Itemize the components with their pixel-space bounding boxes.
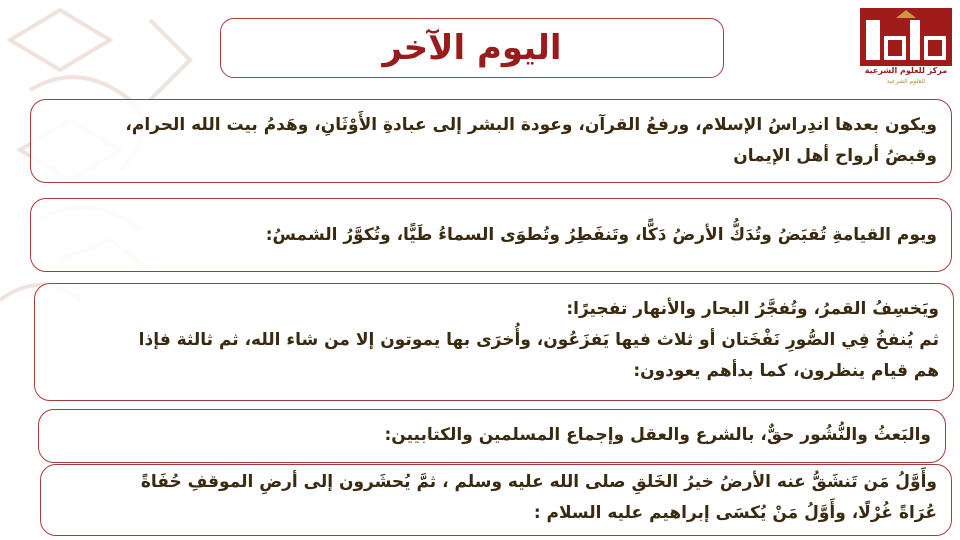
card-2-line-1: ويوم القيامةِ تُقبَضُ وتُدَكُّ الأرضُ دَكًّا، وتَنفَطِرُ وتُطوَى السماءُ طَيًّا، وتُكوَّرُ الشمسُ: [265, 225, 937, 245]
card-5-line-2: عُرَاةً غُرْلًا، وأَوَّلُ مَنْ يُكسَى إبراهيم عليه السلام : [533, 503, 937, 523]
content-card-1 [30, 99, 952, 183]
slide-title-box [220, 18, 724, 78]
card-4-line-1: والبَعثُ والنُّشُور حقٌّ، بالشرع والعقل وإجماع المسلمين والكتابيين: [384, 425, 931, 445]
content-card-2 [30, 198, 952, 272]
logo-subtitle: للعلوم الشرعية [886, 78, 926, 85]
logo-name: مركز للعلوم الشرعية [864, 66, 948, 75]
content-card-3 [34, 283, 954, 401]
card-3-line-2: ثم يُنفخُ فِي الصُّورِ نَفْخَتان أو ثلاث فيها يَفزَعُون، وأُخرَى بها يموتون إلا من شاء الله، ثم ثالثة فإذا [138, 330, 939, 350]
content-card-4 [38, 409, 946, 463]
card-1-line-1: ويكون بعدها اندِراسُ الإسلام، ورفعُ القرآن، وعودة البشر إلى عبادةِ الأَوْثَانِ، وهَدمُ بيت الله الحرام، [125, 115, 937, 135]
card-3-line-3: هم قيام ينظرون، كما بدأهم يعودون: [633, 361, 939, 381]
slide-title: اليوم الآخر [382, 28, 562, 68]
card-5-line-1: وأَوَّلُ مَن تَنشَقُّ عنه الأرضُ خيرُ الخَلقِ صلى الله عليه وسلم ، ثمَّ يُحشَرون إلى أرضِ الموقفِ حُفَاةً [140, 472, 937, 492]
card-3-line-1: ويَخسِفُ القمرُ، وتُفجَّرُ البحار والأنهار تفجيرًا: [566, 299, 939, 319]
card-1-line-2: وقبضُ أرواح أهل الإيمان [733, 146, 937, 166]
content-card-5 [40, 464, 952, 536]
